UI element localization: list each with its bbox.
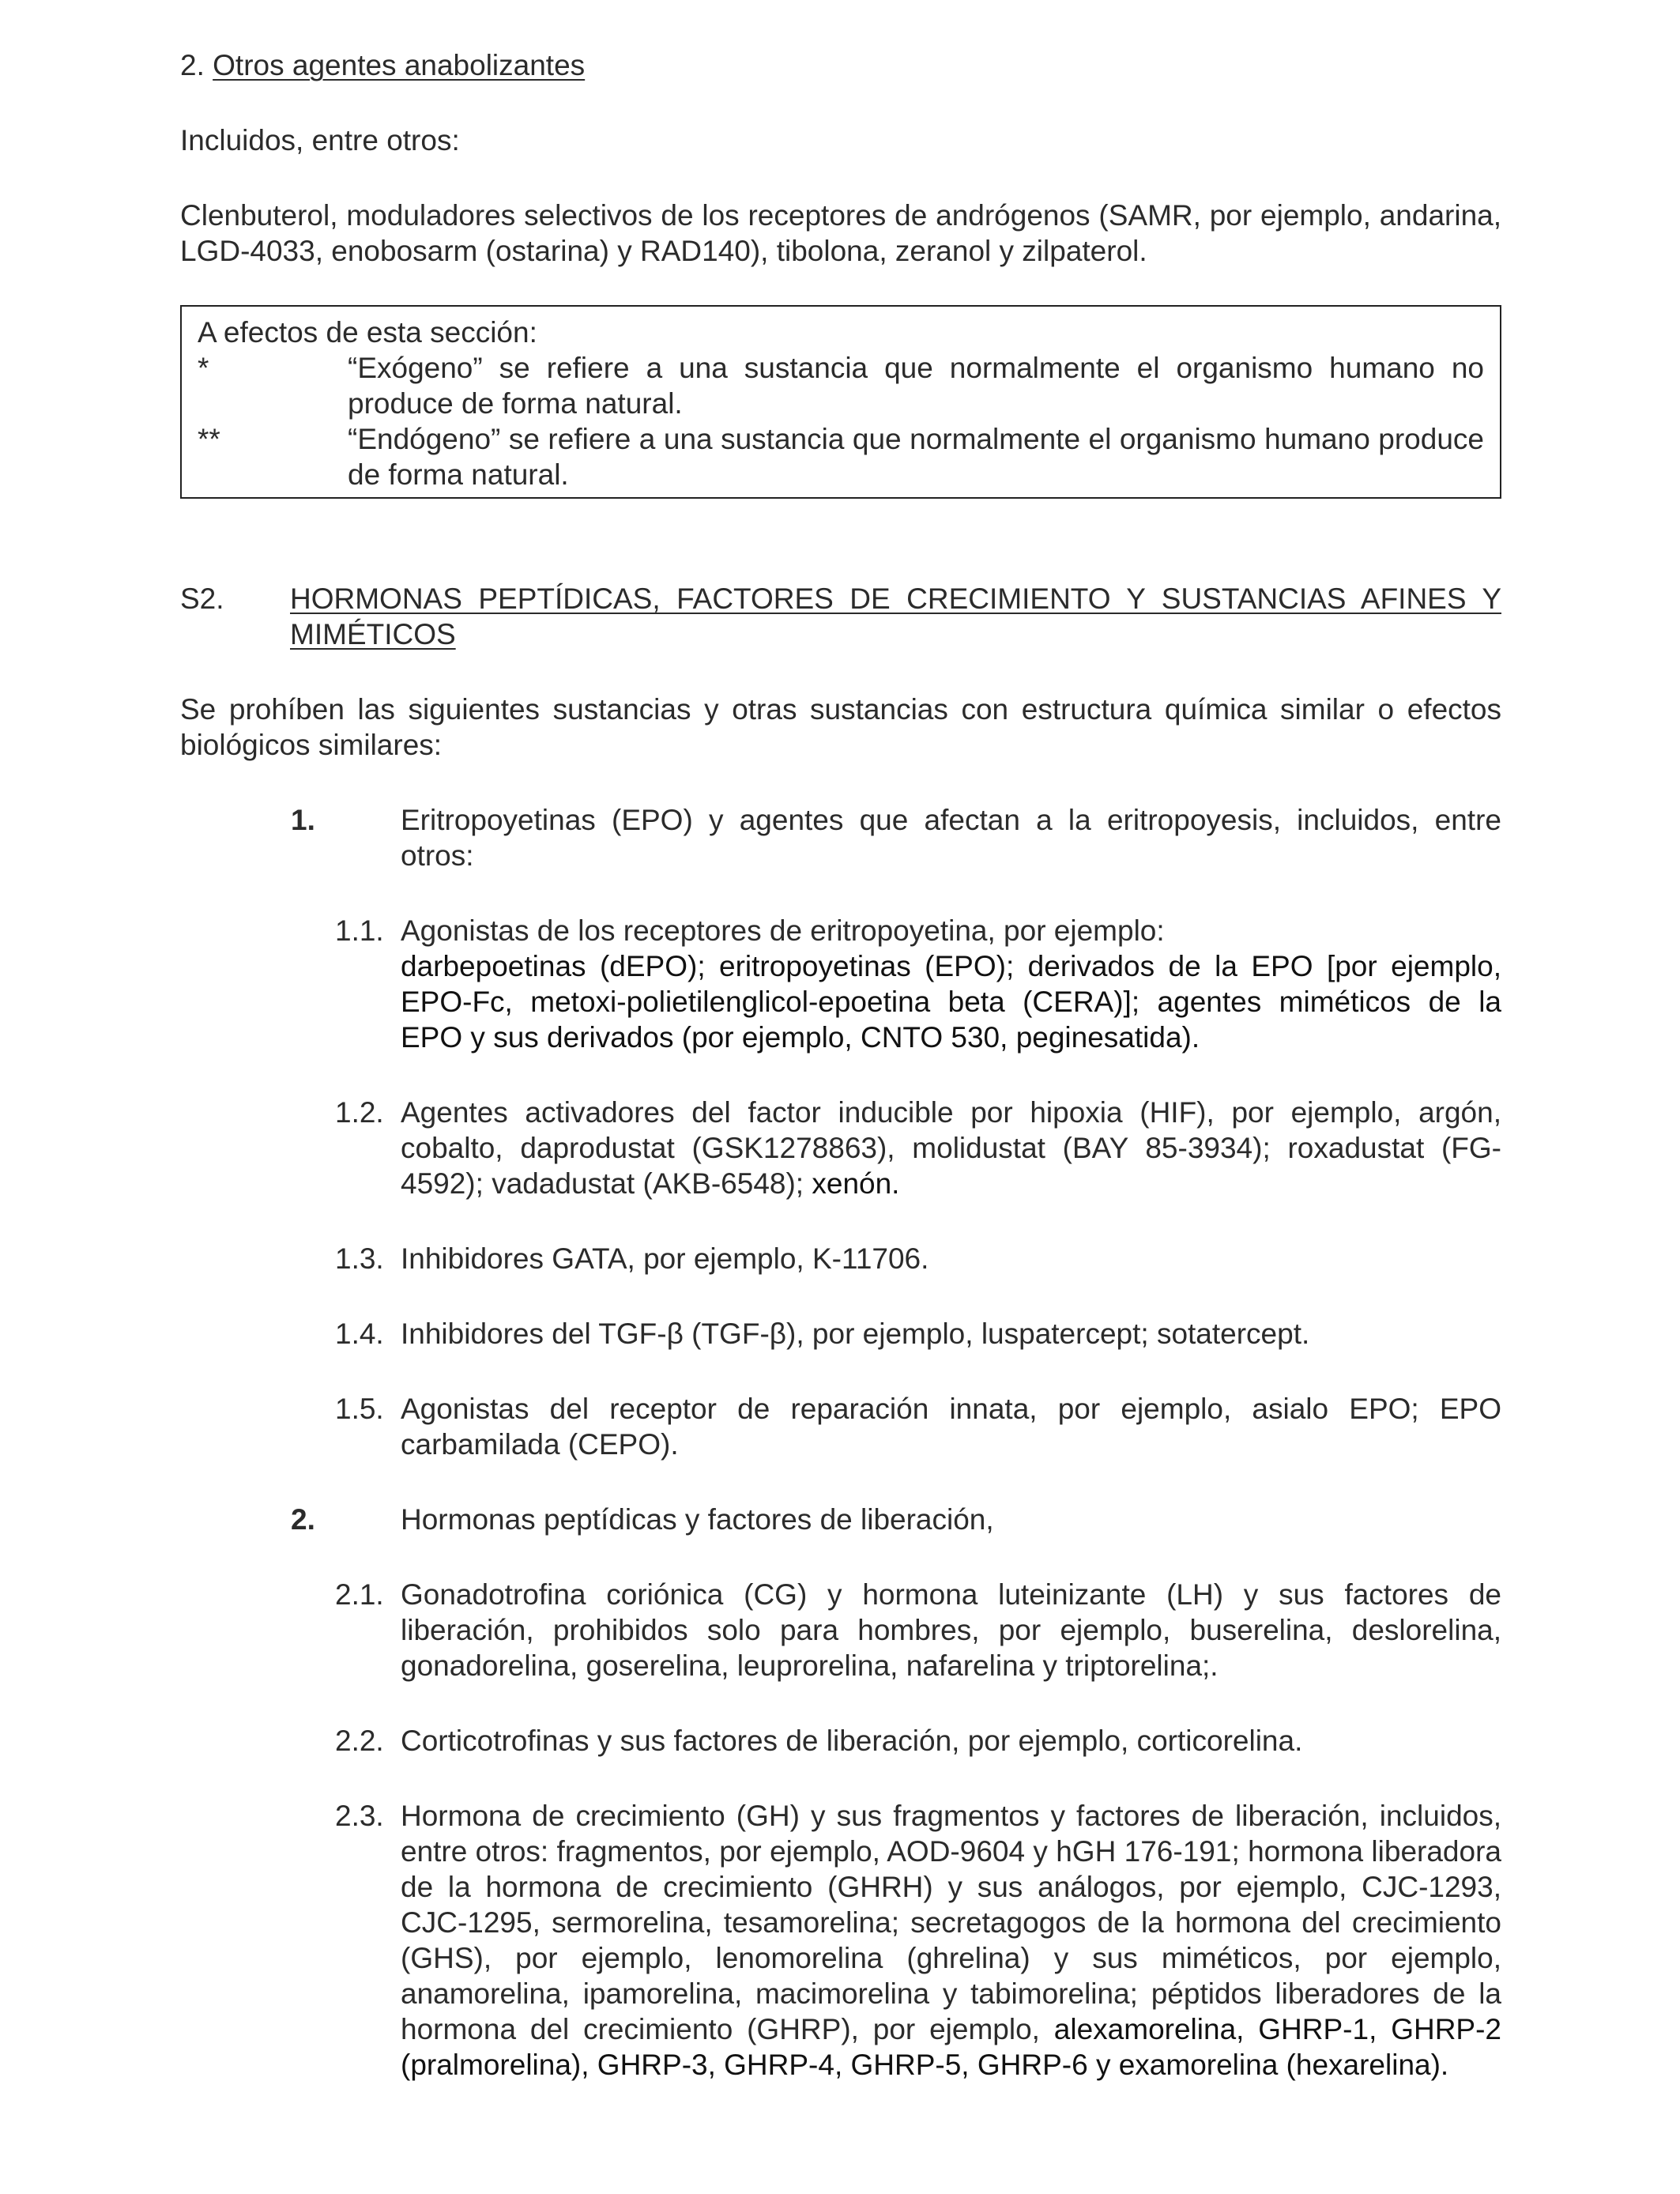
sub-item-number: 2.3.	[335, 1800, 384, 1832]
sub-item-number: 2.1.	[335, 1578, 384, 1611]
definition-mark: *	[198, 352, 209, 384]
item-text: Hormonas peptídicas y factores de liberación,	[401, 1503, 994, 1536]
sub-item-number: 1.5.	[335, 1393, 384, 1425]
sub-item	[180, 1241, 1501, 1276]
item-number: 1.	[291, 804, 315, 836]
sub-item-text: Agonistas del receptor de reparación innata, por ejemplo, asialo EPO; EPO carbamilada (CEPO).	[401, 1393, 1501, 1461]
s2-code: S2.	[180, 582, 224, 615]
sub-item-text: Agonistas de los receptores de eritropoyetina, por ejemplo:	[401, 914, 1165, 947]
sub-item-number: 2.2.	[335, 1725, 384, 1757]
document-page	[180, 47, 1501, 2083]
sub-item-tail: alexamorelina, GHRP-1, GHRP-2 (pralmorelina), GHRP-3, GHRP-4, GHRP-5, GHRP-6 y examorelina (hexarelina).	[401, 2013, 1501, 2081]
definition-text: “Endógeno” se refiere a una sustancia que normalmente el organismo humano produce de forma natural.	[348, 423, 1484, 491]
sub-item-text: Inhibidores del TGF-β (TGF-β), por ejemplo, luspatercept; sotatercept.	[401, 1318, 1310, 1350]
s2-intro: Se prohíben las siguientes sustancias y otras sustancias con estructura química similar o efectos biológicos similares:	[180, 693, 1501, 761]
section-intro: Incluidos, entre otros:	[180, 124, 460, 156]
s2-heading	[180, 581, 1501, 652]
sub-item-tail: xenón.	[812, 1167, 900, 1200]
sub-item-text: Hormona de crecimiento (GH) y sus fragmentos y factores de liberación, incluidos, entre otros: fragmentos, por ejemplo, AOD-9604 y hGH 176-191; hormona liberadora de la hormona de crecimiento (GHRH) y sus análogos, por ejemplo, CJC-1293, CJC-1295, sermorelina, tesamorelina; secretagogos de la hormona del crecimiento (GHS), por ejemplo, lenomorelina (ghrelina) y sus miméticos, por ejemplo, anamorelina, ipamorelina, macimorelina y tabimorelina; péptidos liberadores de la hormona del crecimiento (GHRP), por ejemplo,	[401, 1800, 1501, 2045]
list-item	[180, 1502, 1501, 1537]
sub-item	[180, 1798, 1501, 2083]
sub-item	[180, 1316, 1501, 1351]
item-number: 2.	[291, 1503, 315, 1536]
definition-text: “Exógeno” se refiere a una sustancia que normalmente el organismo humano no produce de forma natural.	[348, 352, 1484, 420]
item-text: Eritropoyetinas (EPO) y agentes que afectan a la eritropoyesis, incluidos, entre otros:	[401, 804, 1501, 872]
section-body: Clenbuterol, moduladores selectivos de los receptores de andrógenos (SAMR, por ejemplo, andarina, LGD-4033, enobosarm (ostarina) y RAD140), tibolona, zeranol y zilpaterol.	[180, 199, 1501, 267]
section-heading	[180, 47, 1501, 83]
definition-mark: **	[198, 423, 220, 455]
definitions-heading: A efectos de esta sección:	[198, 316, 537, 349]
sub-item	[180, 1577, 1501, 1683]
sub-item-text: Corticotrofinas y sus factores de liberación, por ejemplo, corticorelina.	[401, 1725, 1303, 1757]
sub-item-number: 1.3.	[335, 1242, 384, 1275]
sub-item-text: Agentes activadores del factor inducible por hipoxia (HIF), por ejemplo, argón, cobalto, daprodustat (GSK1278863), molidustat (BAY 85-3934); roxadustat (FG-4592); vadadustat (AKB-6548);	[401, 1096, 1501, 1200]
sub-item-number: 1.4.	[335, 1318, 384, 1350]
s2-title: HORMONAS PEPTÍDICAS, FACTORES DE CRECIMIENTO Y SUSTANCIAS AFINES Y MIMÉTICOS	[290, 582, 1501, 650]
sub-item	[180, 1723, 1501, 1759]
section-title: Otros agentes anabolizantes	[213, 49, 586, 81]
sub-item-text: Gonadotrofina coriónica (CG) y hormona luteinizante (LH) y sus factores de liberación, prohibidos solo para hombres, por ejemplo, buserelina, deslorelina, gonadorelina, goserelina, leuprorelina, nafarelina y triptorelina;.	[401, 1578, 1501, 1682]
sub-item	[180, 1095, 1501, 1201]
sub-item	[180, 913, 1501, 1055]
list-item	[180, 802, 1501, 873]
section-number: 2.	[180, 49, 205, 81]
sub-item	[180, 1391, 1501, 1462]
definition-row	[198, 421, 1484, 492]
definition-row	[198, 350, 1484, 421]
sub-item-number: 1.1.	[335, 914, 384, 947]
sub-item-text: Inhibidores GATA, por ejemplo, K-11706.	[401, 1242, 929, 1275]
sub-item-number: 1.2.	[335, 1096, 384, 1129]
sub-item-extra: darbepoetinas (dEPO); eritropoyetinas (EPO); derivados de la EPO [por ejemplo, EPO-Fc, metoxi-polietilenglicol-epoetina beta (CERA)]; agentes miméticos de la EPO y sus derivados (por ejemplo, CNTO 530, peginesatida).	[401, 950, 1501, 1054]
definitions-box	[180, 305, 1501, 499]
